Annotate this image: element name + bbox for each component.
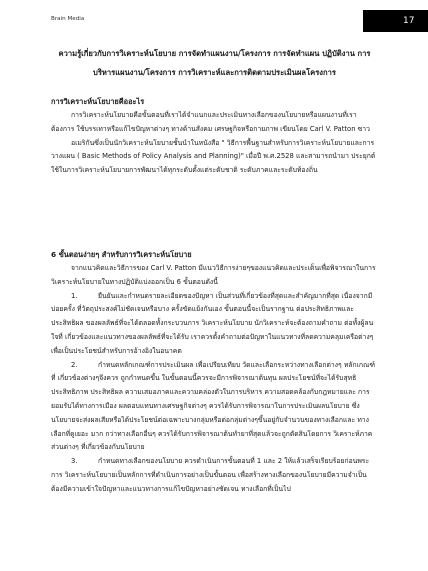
list-item (51, 290, 376, 359)
page-number: 17 (363, 10, 428, 32)
title-line-1: ความรู้เกี่ยวกับการวิเคราะห์นโยบาย การจัดทำแผนงาน/โครงการ การจัดทำแผน ปฏิบัติงาน การ (58, 49, 371, 58)
list-item (51, 455, 376, 496)
section-heading: การวิเคราะห์นโยบายคืออะไร (51, 97, 145, 106)
paragraph: การวิเคราะห์นโยบายคือขั้นตอนที่เราได้จำแนกและประเมินทางเลือกของนโยบายหรือแผนงานที่เราต้องการ ใช้บรรเทาหรือแก้ไขปัญหาต่างๆ ทางด้านสังคม เศรษฐกิจหรือกายภาพ เขียนโดย Carl V. Patton ซาว (51, 111, 370, 133)
header-brand: Brain Media (51, 16, 85, 22)
section-what-is-policy-analysis (51, 95, 376, 178)
section-heading: 6 ขั้นตอนง่ายๆ สำหรับการวิเคราะห์นโยบาย (51, 250, 192, 259)
paragraph: อเมริกันซึ่งเป็นนักวิเคราะห์นโยบายชั้นนำในหนังสือ " วิธีการพื้นฐานสำหรับการวิเคราะห์นโยบายและการ วางแผน ( Basic Methods of Policy Analysis and Planning)" เมื่อปี พ.ศ.2528 และสามารถนำมา ประยุกต์ใช้ในการวิเคราะห์นโยบายการพัฒนาได้ทุกระดับตั้งแต่ระดับชาติ ระดับภาคและระดับท้องถิ่น (51, 138, 376, 175)
paragraph: จากแนวคิดและวิธีการของ Carl V. Patton มีแนววิธีการง่ายๆของแนวคิดและประเด็นเพื่อพิจารณาในการ วิเคราะห์นโยบายในทางปฏิบัติแบ่งออกเป็น 6 ขั้นตอนดังนี้ (51, 264, 376, 286)
item-number: 3. (71, 457, 78, 466)
item-number: 2. (71, 360, 78, 369)
section-six-steps (51, 248, 376, 497)
title-line-2: บริหารแผนงาน/โครงการ การวิเคราะห์และการติดตามประเมินผลโครงการ (93, 68, 336, 77)
item-text: กำหนดหลักเกณฑ์การประเมินผล เพื่อเปรียบเทียบ วัดและเลือกระหว่างทางเลือกต่างๆ หลักเกณฑ์ที่ เกี่ยวข้องต่างๆจึงควร ถูกกำหนดขึ้น ในขั้นตอนนี้ควรจะมีการพิจารณาต้นทุน ผลประโยชน์ที่จะได้รับสุทธิ ประสิทธิภาพ ประสิทธิผล ความเสมอภาคและความคล่องตัวในการบริหาร ความสอดคล้องกับกฎหมายและ การยอมรับได้ทางการเมือง ผลตอบแทนทางเศรษฐกิจต่างๆ ควรได้รับการพิจารณาในการประเมินผลนโยบาย ซึ่งนโยบายจะส่งผลเสียหรือได้ประโยชน์ต่อเฉพาะบางกลุ่มหรือต่อกลุ่มต่างๆขึ้นอยู่กับจำนวนของทางเลือกและ ทางเลือกที่ดูเยอะ มาก กว่าทางเลือกอื่นๆ ควรได้รับการพิจารณาต้นทำยาที่สุดแล้วจะถูกตัดสินโดยการ วิเคราะห์ภาคส่วนต่างๆ ที่เกี่ยวข้องกับนโยบาย (51, 360, 375, 452)
item-text: ยืนยันและกำหนดรายละเอียดของปัญหา เป็นส่วนที่เกี่ยวข้องที่สุดและสำคัญมากที่สุด เนื่องจากมีบ่อยครั้ง ที่วัตถุประสงค์ไม่ชัดเจนหรือบาง ครั้งขัดแย้งกันเอง ขั้นตอนนี้จะเป็นรากฐาน ต่อประสิทธิภาพและประสิทธิผล ของผลลัพธ์ที่จะได้ตลอดทั้งกระบวนการ วิเคราะห์นโยบาย นักวิเคราะห์จะต้องถามคำถาม ต่อทั้งผู้ลนใจที่ เกี่ยวข้องและแนวทางของผลลัพธ์ที่จะได้รับ เราควรตั้งคำถามต่อปัญหาในแนวทางที่ลดความคลุมเครือต่างๆ เพื่อเป็นประโยชน์สำหรับการอ้างอิงในอนาคต (51, 291, 374, 355)
list-item (51, 359, 376, 456)
item-number: 1. (71, 291, 78, 300)
item-text: กำหนดทางเลือกของนโยบาย ควรดำเนินการขั้นตอนที่ 1 และ 2 ให้แล้วเสร็จเรียบร้อยก่อนพระการ วิเคราะห์นโยบายเป็นหลักการที่ดำเนินการอย่างเป็นขั้นตอน เพื่อสร้างทางเลือกของนโยบายมีความจำเป็นต้องมีความเข้าใจปัญหาและแนวทางการแก้ไขปัญหาอย่างชัดเจน ทางเลือกที่เป็นไป (51, 457, 370, 493)
document-title (51, 44, 378, 82)
